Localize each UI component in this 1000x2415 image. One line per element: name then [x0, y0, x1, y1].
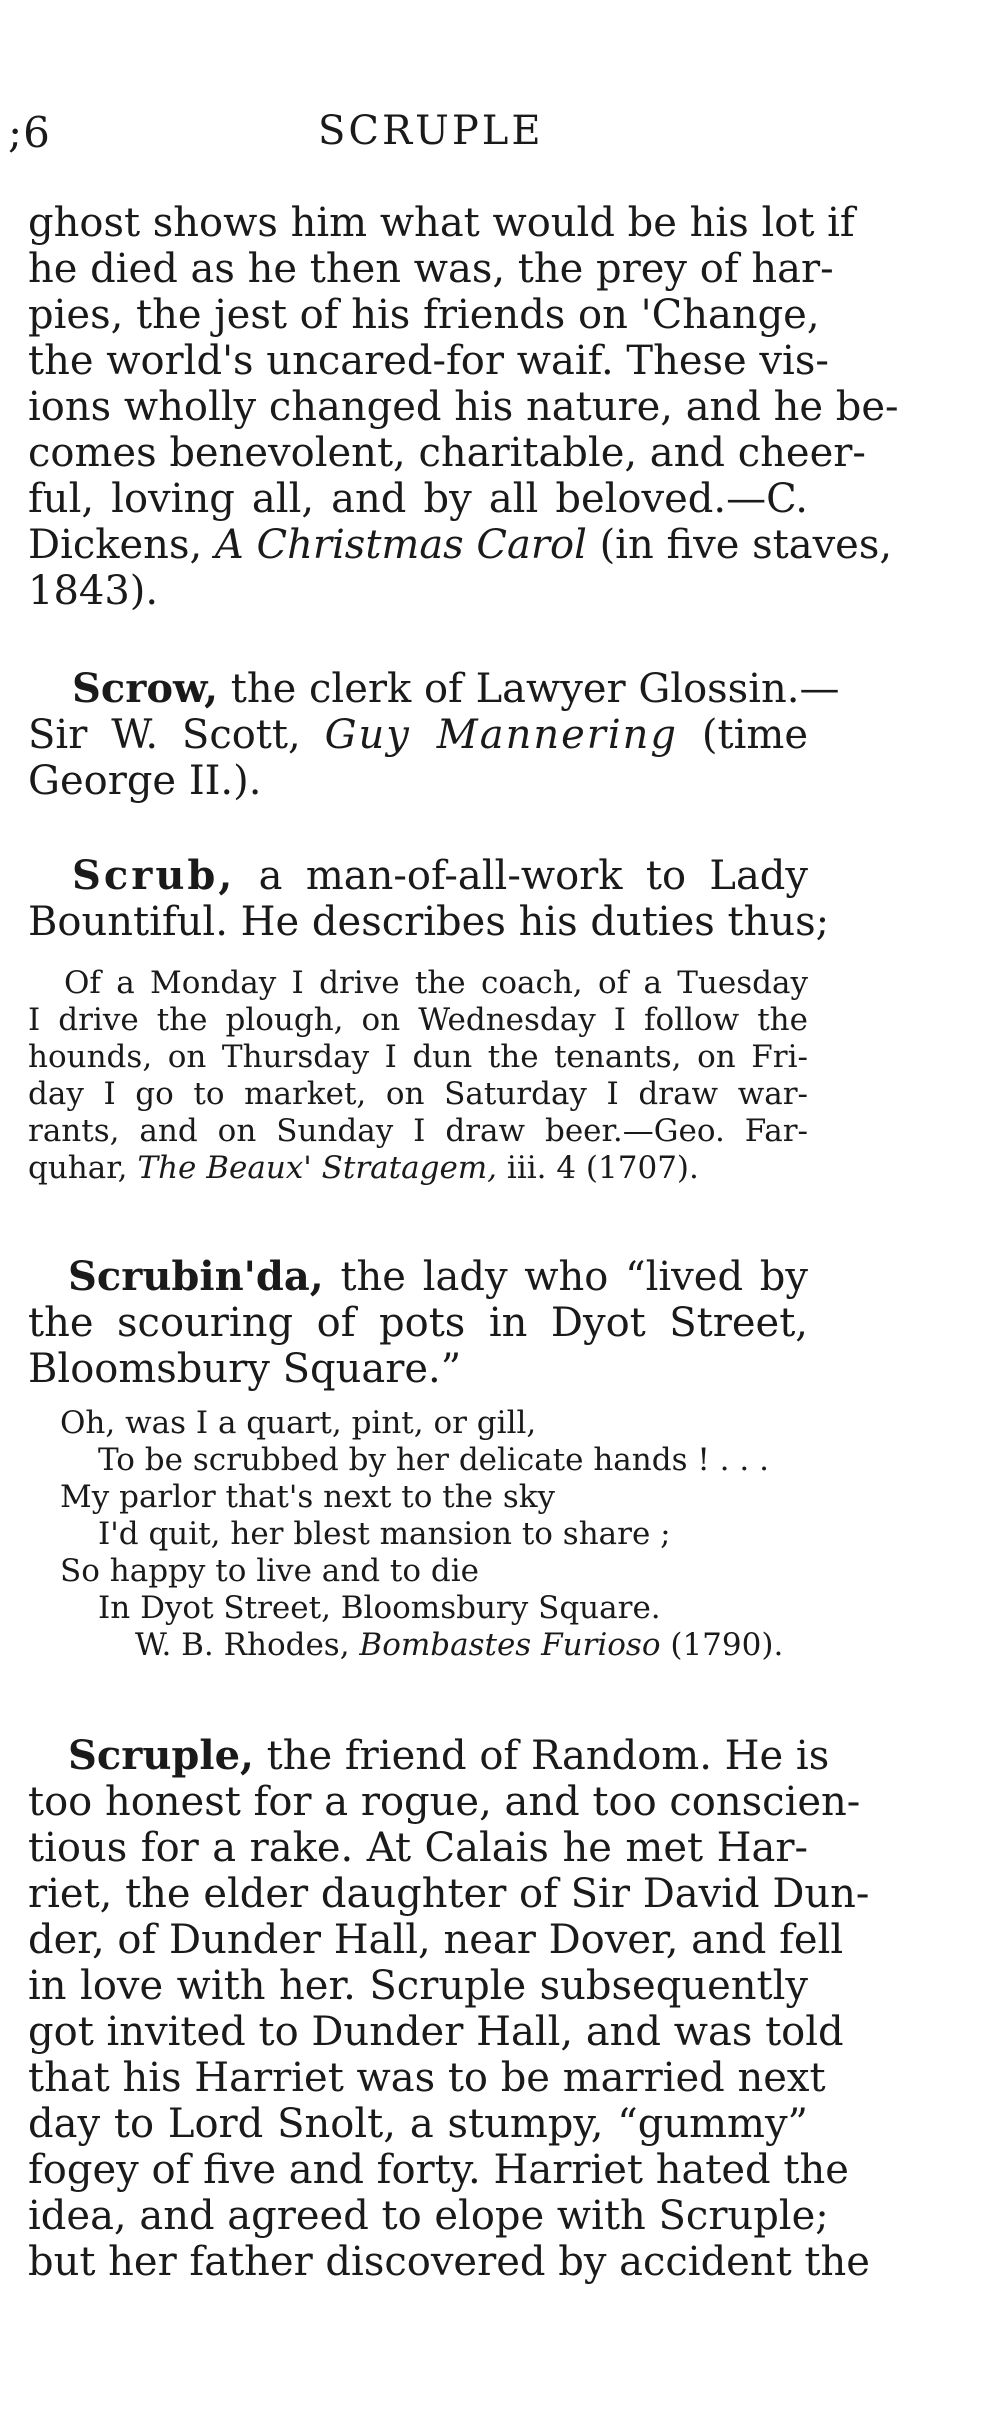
headword: Scruple,	[68, 1732, 254, 1779]
text-fragment: W. B. Rhodes,	[135, 1627, 360, 1663]
text-line	[28, 1732, 830, 1779]
work-title: A Christmas Carol	[214, 522, 587, 568]
text-line: der, of Dunder Hall, near Dover, and fell	[28, 1917, 844, 1963]
text-line	[28, 853, 808, 899]
quote-line: I drive the plough, on Wednesday I follow the	[28, 1002, 808, 1038]
running-title: SCRUPLE	[318, 108, 544, 154]
text-fragment: quhar,	[28, 1150, 138, 1186]
headword: Scrub,	[72, 852, 236, 899]
text-line: ions wholly changed his nature, and he be-	[28, 384, 899, 430]
text-line: riet, the elder daughter of Sir David Dun-	[28, 1871, 870, 1917]
text-line: the world's uncared-for waif. These vis-	[28, 338, 829, 384]
text-line: pies, the jest of his friends on 'Change,	[28, 292, 820, 338]
text-fragment: Sir W. Scott,	[28, 712, 325, 758]
page-number: ;6	[8, 108, 51, 157]
text-line: too honest for a rogue, and too conscien-	[28, 1779, 861, 1825]
entry-scrooge-continuation	[28, 200, 899, 614]
text-fragment: iii. 4 (1707).	[497, 1150, 699, 1186]
text-fragment: (1790).	[660, 1627, 784, 1663]
verse-line: My parlor that's next to the sky	[60, 1479, 556, 1515]
scrubinda-verse	[60, 1405, 820, 1664]
text-line: 1843).	[28, 568, 159, 614]
entry-scruple	[28, 1732, 870, 2285]
text-line: he died as he then was, the prey of har-	[28, 246, 834, 292]
text-fragment: (time	[678, 712, 809, 758]
text-line: in love with her. Scruple subsequently	[28, 1963, 808, 2009]
verse-line: In Dyot Street, Bloomsbury Square.	[98, 1590, 661, 1626]
quote-line	[28, 1150, 808, 1187]
headword: Scrow,	[72, 665, 219, 712]
text-fragment: the lady who “lived by	[323, 1254, 808, 1300]
text-line: ful, loving all, and by all beloved.—C.	[28, 476, 808, 522]
page-header	[0, 108, 1000, 168]
entry-scrow	[28, 665, 840, 804]
quote-line: Of a Monday I drive the coach, of a Tuesday	[64, 965, 808, 1001]
verse-line: I'd quit, her blest mansion to share ;	[98, 1516, 671, 1552]
text-line: the scouring of pots in Dyot Street,	[28, 1300, 808, 1346]
text-fragment: a man-of-all-work to Lady	[235, 853, 808, 899]
scrub-quotation	[28, 965, 808, 1187]
verse-line: To be scrubbed by her delicate hands ! . . .	[98, 1442, 769, 1478]
quote-line: rants, and on Sunday I draw beer.—Geo. Far-	[28, 1113, 808, 1149]
verse-attribution	[60, 1627, 820, 1664]
text-line: Bloomsbury Square.”	[28, 1346, 462, 1392]
verse-line: Oh, was I a quart, pint, or gill,	[60, 1405, 537, 1441]
work-title: The Beaux' Stratagem,	[137, 1150, 498, 1186]
verse-line: So happy to live and to die	[60, 1553, 479, 1589]
text-line	[28, 1254, 808, 1300]
work-title: Bombastes Furioso	[359, 1627, 661, 1663]
text-fragment: Dickens,	[28, 522, 215, 568]
quote-line: hounds, on Thursday I dun the tenants, on Fri-	[28, 1039, 808, 1075]
text-line	[28, 522, 893, 568]
text-line: idea, and agreed to elope with Scruple;	[28, 2193, 829, 2239]
text-fragment: the friend of Random. He is	[253, 1733, 830, 1779]
text-line: but her father discovered by accident the	[28, 2239, 870, 2285]
text-fragment: the clerk of Lawyer Glossin.—	[218, 666, 840, 712]
text-fragment: (in five staves,	[586, 522, 893, 568]
work-title: Guy Mannering	[324, 712, 679, 758]
text-line	[28, 665, 840, 712]
text-line: that his Harriet was to be married next	[28, 2055, 826, 2101]
entry-scrub	[28, 852, 830, 945]
text-line: comes benevolent, charitable, and cheer-	[28, 430, 866, 476]
text-line: tious for a rake. At Calais he met Har-	[28, 1825, 808, 1871]
text-line: day to Lord Snolt, a stumpy, “gummy”	[28, 2101, 808, 2147]
quote-line: day I go to market, on Saturday I draw war-	[28, 1076, 808, 1112]
headword: Scrubin'da,	[68, 1253, 324, 1300]
text-line: George II.).	[28, 758, 262, 804]
text-line: ghost shows him what would be his lot if	[28, 200, 855, 246]
text-line: got invited to Dunder Hall, and was told	[28, 2009, 844, 2055]
text-line: Bountiful. He describes his duties thus;	[28, 899, 830, 945]
text-line	[28, 712, 808, 758]
text-line: fogey of five and forty. Harriet hated the	[28, 2147, 849, 2193]
entry-scrubinda	[28, 1254, 808, 1392]
